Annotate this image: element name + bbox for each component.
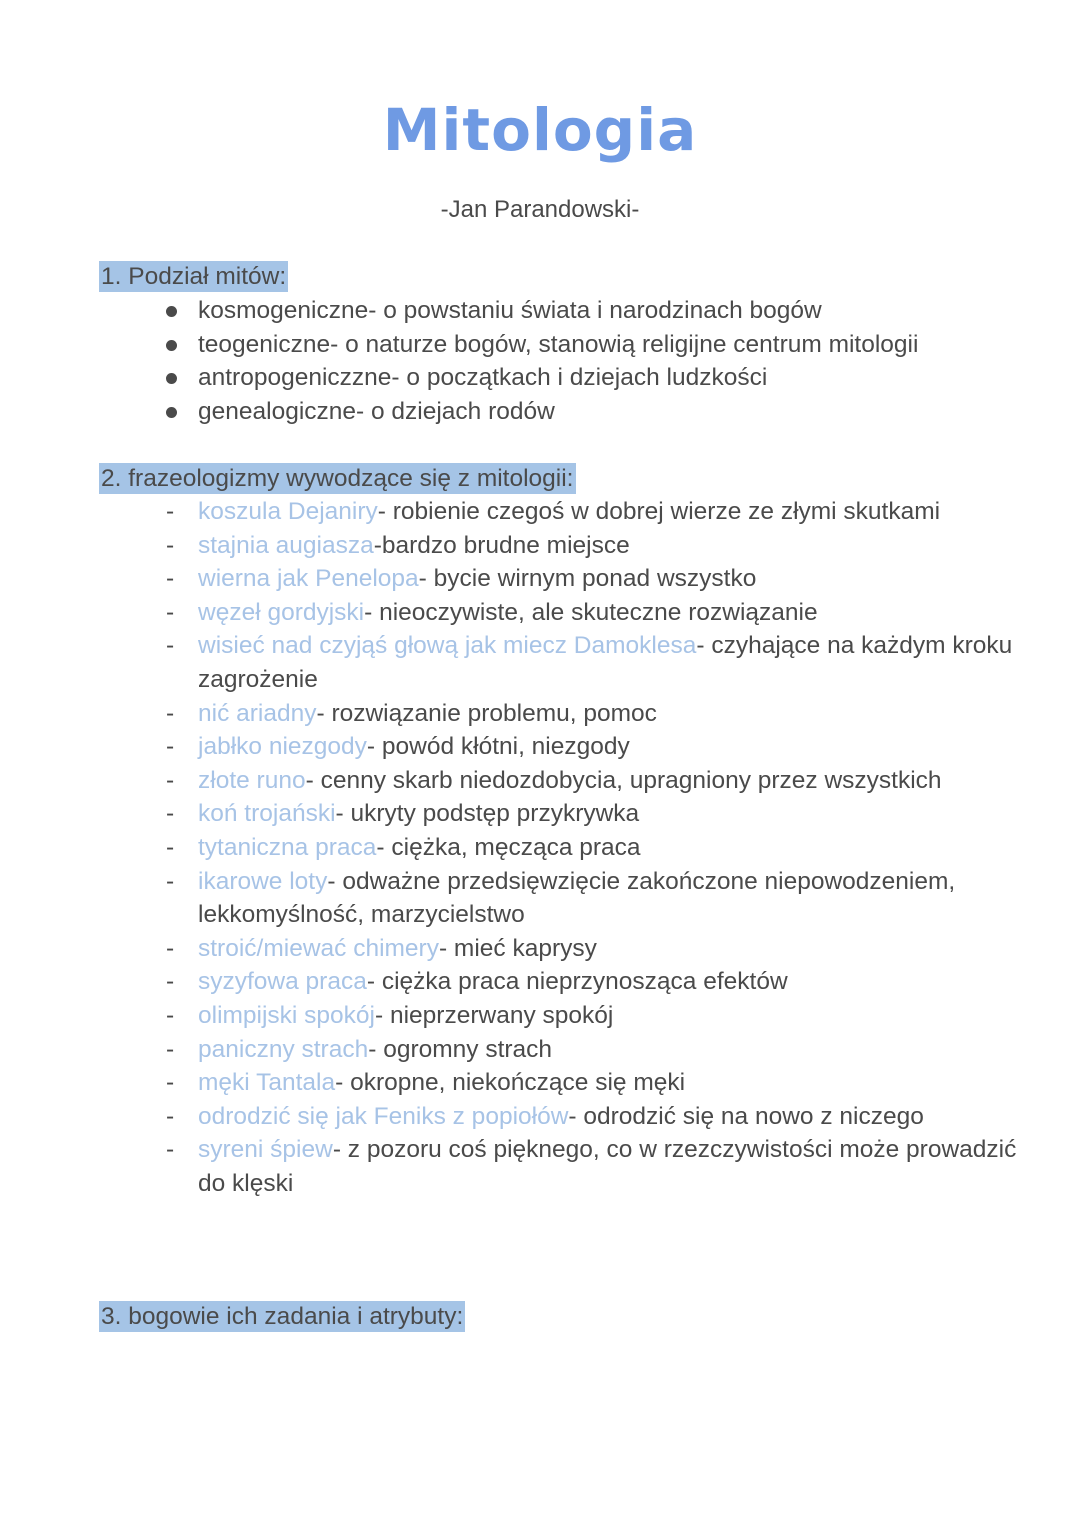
list-item — [160, 596, 1020, 630]
list-item: antropogeniczzne- o początkach i dziejach ludzkości — [160, 361, 1020, 395]
idiom-term: nić ariadny — [198, 699, 317, 727]
dash-icon: - — [166, 498, 175, 525]
idiom-definition: - cenny skarb niedozdobycia, upragniony przez wszystkich — [305, 766, 942, 794]
idiom-definition: - powód kłótni, niezgody — [366, 733, 630, 761]
list-item — [160, 764, 1020, 798]
page-title: Mitologia — [382, 96, 698, 164]
idiom-definition: - robienie czegoś w dobrej wierze ze złymi skutkami — [377, 498, 941, 525]
idiom-definition: - okropne, niekończące się męki — [335, 1069, 686, 1097]
idiom-term: wierna jak Penelopa — [198, 565, 419, 593]
list-item: kosmogeniczne- o powstaniu świata i narodzinach bogów — [160, 294, 1020, 328]
bullet-icon — [166, 407, 177, 418]
dash-icon: - — [166, 531, 175, 559]
dash-icon: - — [166, 1136, 175, 1164]
idiom-term: węzeł gordyjski — [198, 598, 365, 626]
idiom-definition: - bycie wirnym ponad wszystko — [418, 565, 757, 593]
list-item — [160, 865, 1020, 932]
dash-icon: - — [166, 867, 175, 895]
list-item — [160, 1100, 1020, 1134]
idiom-term: wisieć nad czyjąś głową jak miecz Damoklesa — [198, 632, 697, 660]
dash-icon: - — [166, 1035, 175, 1063]
list-item — [160, 831, 1020, 865]
list-item — [160, 999, 1020, 1033]
idiom-definition: - ciężka, męcząca praca — [376, 833, 641, 861]
idiom-definition: - ciężka praca nieprzynosząca efektów — [366, 968, 788, 996]
idiom-definition: - nieoczywiste, ale skuteczne rozwiązanie — [364, 598, 818, 626]
idiom-term: stajnia augiasza — [198, 531, 374, 559]
idiom-term: koń trojański — [198, 800, 336, 828]
section-heading-gods: 3. bogowie ich zadania i atrybuty: — [101, 1303, 464, 1330]
list-item — [160, 1066, 1020, 1100]
dash-icon: - — [166, 1069, 175, 1097]
dash-icon: - — [166, 800, 175, 828]
list-item — [160, 797, 1020, 831]
idiom-term: jabłko niezgody — [198, 733, 367, 761]
idiom-definition: - z pozoru coś pięknego, co w rzezczywistości może prowadzić do klęski — [198, 1136, 1017, 1197]
idiom-definition: - ogromny strach — [368, 1035, 553, 1063]
section-heading-phraseology: 2. frazeologizmy wywodzące się z mitologii: — [101, 465, 574, 492]
bullet-icon — [166, 340, 177, 351]
dash-icon: - — [166, 766, 175, 794]
dash-icon: - — [166, 1001, 175, 1029]
idiom-term: syreni śpiew — [198, 1136, 333, 1164]
list-item: genealogiczne- o dziejach rodów — [160, 395, 1020, 429]
phraseology-list — [160, 495, 1020, 1200]
dash-icon: - — [166, 632, 175, 660]
idiom-definition: - czyhające na każdym kroku zagrożenie — [198, 632, 1013, 693]
dash-icon: - — [166, 699, 175, 727]
idiom-definition: - nieprzerwany spokój — [375, 1001, 614, 1029]
list-item — [160, 629, 1020, 696]
idiom-definition: - mieć kaprysy — [438, 934, 597, 962]
idiom-term: tytaniczna praca — [198, 833, 377, 861]
idiom-term: złote runo — [198, 766, 306, 794]
dash-icon: - — [166, 733, 175, 761]
idiom-term: męki Tantala — [198, 1069, 336, 1097]
idiom-definition: - rozwiązanie problemu, pomoc — [316, 699, 657, 727]
bullet-icon — [166, 306, 177, 317]
list-item: teogeniczne- o naturze bogów, stanowią religijne centrum mitologii — [160, 328, 1020, 362]
idiom-term: stroić/miewać chimery — [198, 934, 439, 962]
idiom-term: paniczny strach — [198, 1035, 369, 1063]
list-item — [160, 562, 1020, 596]
list-item — [160, 495, 1020, 529]
myth-types-list — [160, 294, 1020, 428]
dash-icon: - — [166, 565, 175, 593]
idiom-definition: - ukryty podstęp przykrywka — [335, 800, 640, 828]
list-item — [160, 730, 1020, 764]
dash-icon: - — [166, 598, 175, 626]
section-heading-myth-types: 1. Podział mitów: — [101, 263, 287, 290]
bullet-icon — [166, 373, 177, 384]
dash-icon: - — [166, 833, 175, 861]
idiom-term: olimpijski spokój — [198, 1001, 376, 1029]
dash-icon: - — [166, 1102, 175, 1130]
list-item — [160, 965, 1020, 999]
dash-icon: - — [166, 934, 175, 962]
list-item — [160, 1033, 1020, 1067]
idiom-definition: - odważne przedsięwzięcie zakończone niepowodzeniem, lekkomyślność, marzycielstwo — [198, 867, 956, 929]
idiom-term: syzyfowa praca — [198, 968, 367, 996]
idiom-term: koszula Dejaniry — [198, 498, 378, 525]
idiom-definition: - odrodzić się na nowo z niczego — [568, 1102, 924, 1130]
idiom-definition: -bardzo brudne miejsce — [373, 531, 630, 559]
list-item — [160, 697, 1020, 731]
list-item — [160, 529, 1020, 563]
list-item — [160, 932, 1020, 966]
idiom-term: odrodzić się jak Feniks z popiołów — [198, 1102, 569, 1130]
dash-icon: - — [166, 968, 175, 996]
author-subtitle: -Jan Parandowski- — [440, 196, 640, 223]
list-item — [160, 1133, 1020, 1200]
idiom-term: ikarowe loty — [198, 867, 328, 895]
